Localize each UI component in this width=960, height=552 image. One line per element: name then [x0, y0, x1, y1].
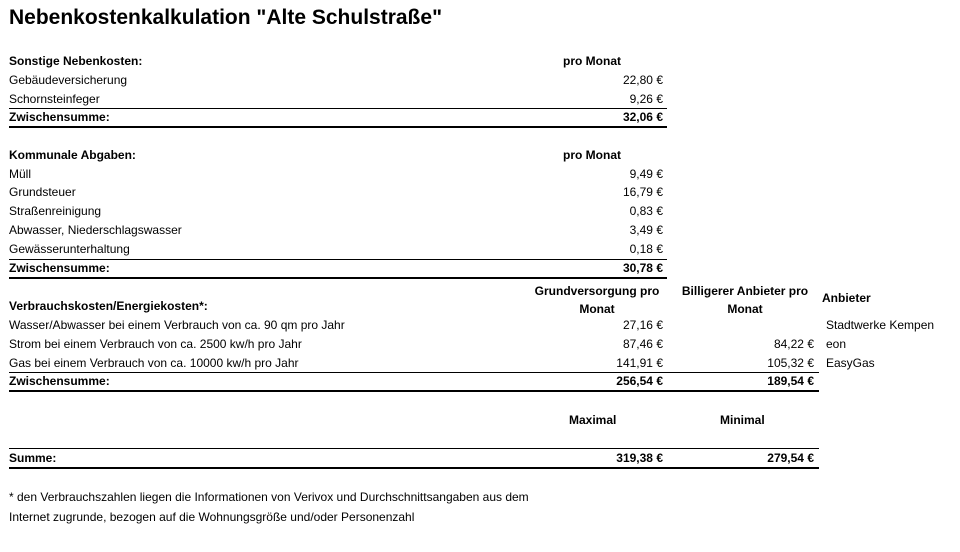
row-label: Grundsteuer: [9, 185, 76, 199]
row-label: Schornsteinfeger: [9, 92, 100, 106]
subtotal-value: 32,06 €: [622, 110, 663, 124]
divider: [9, 277, 667, 279]
col-header-billiger-anbieter: Billigerer Anbieter pro Monat: [681, 284, 809, 316]
sum-min-value: 279,54 €: [767, 451, 814, 465]
row-label: Müll: [9, 167, 32, 181]
row-label: Strom bei einem Verbrauch von ca. 2500 kw/h pro Jahr: [9, 337, 302, 351]
row-label: Abwasser, Niederschlagswasser: [9, 223, 182, 237]
divider: [9, 390, 819, 392]
col-header-grundversorgung: Grundversorgung pro Monat: [534, 284, 660, 316]
row-anbieter: eon: [826, 337, 847, 351]
subtotal-billig: 189,54 €: [767, 374, 814, 388]
row-value-billig: 84,22 €: [773, 337, 814, 351]
section-heading-verbrauch: Verbrauchskosten/Energiekosten*:: [9, 299, 208, 313]
section-heading-sonstige: Sonstige Nebenkosten:: [9, 54, 143, 68]
row-value: 22,80 €: [622, 73, 663, 87]
row-label: Gebäudeversicherung: [9, 73, 128, 87]
divider: [9, 108, 667, 109]
row-value: 9,49 €: [629, 167, 663, 181]
subtotal-label: Zwischensumme:: [9, 110, 110, 124]
col-header-pro-monat: pro Monat: [563, 148, 621, 162]
divider: [9, 259, 667, 260]
row-label: Straßenreinigung: [9, 204, 102, 218]
sum-label: Summe:: [9, 451, 57, 465]
subtotal-label: Zwischensumme:: [9, 374, 110, 388]
row-value-grund: 141,91 €: [616, 356, 663, 370]
row-value-billig: 105,32 €: [767, 356, 814, 370]
row-value: 9,26 €: [629, 92, 663, 106]
summary-max-label: Maximal: [569, 413, 617, 427]
row-value-grund: 27,16 €: [622, 318, 663, 332]
sum-max-value: 319,38 €: [616, 451, 663, 465]
col-header-pro-monat: pro Monat: [563, 54, 621, 68]
row-value: 3,49 €: [629, 223, 663, 237]
row-value: 16,79 €: [622, 185, 663, 199]
subtotal-value: 30,78 €: [622, 261, 663, 275]
row-anbieter: EasyGas: [826, 356, 875, 370]
row-label: Wasser/Abwasser bei einem Verbrauch von ca. 90 qm pro Jahr: [9, 318, 345, 332]
col-header-anbieter: Anbieter: [822, 291, 871, 305]
section-heading-kommunal: Kommunale Abgaben:: [9, 148, 136, 162]
row-value: 0,83 €: [629, 204, 663, 218]
page-title: Nebenkostenkalkulation "Alte Schulstraße": [9, 6, 443, 29]
row-label: Gas bei einem Verbrauch von ca. 10000 kw/h pro Jahr: [9, 356, 299, 370]
divider: [9, 126, 667, 128]
row-value: 0,18 €: [629, 242, 663, 256]
divider: [9, 467, 819, 469]
subtotal-grund: 256,54 €: [616, 374, 663, 388]
divider: [9, 372, 819, 373]
row-label: Gewässerunterhaltung: [9, 242, 130, 256]
footnote: * den Verbrauchszahlen liegen die Informationen von Verivox und Durchschnittsangaben aus dem Internet zugrunde, bezogen auf die Wohnungsgröße und/oder Personenzahl: [9, 490, 529, 524]
divider: [9, 448, 819, 449]
summary-min-label: Minimal: [720, 413, 765, 427]
row-value-grund: 87,46 €: [622, 337, 663, 351]
subtotal-label: Zwischensumme:: [9, 261, 110, 275]
row-anbieter: Stadtwerke Kempen: [826, 318, 935, 332]
